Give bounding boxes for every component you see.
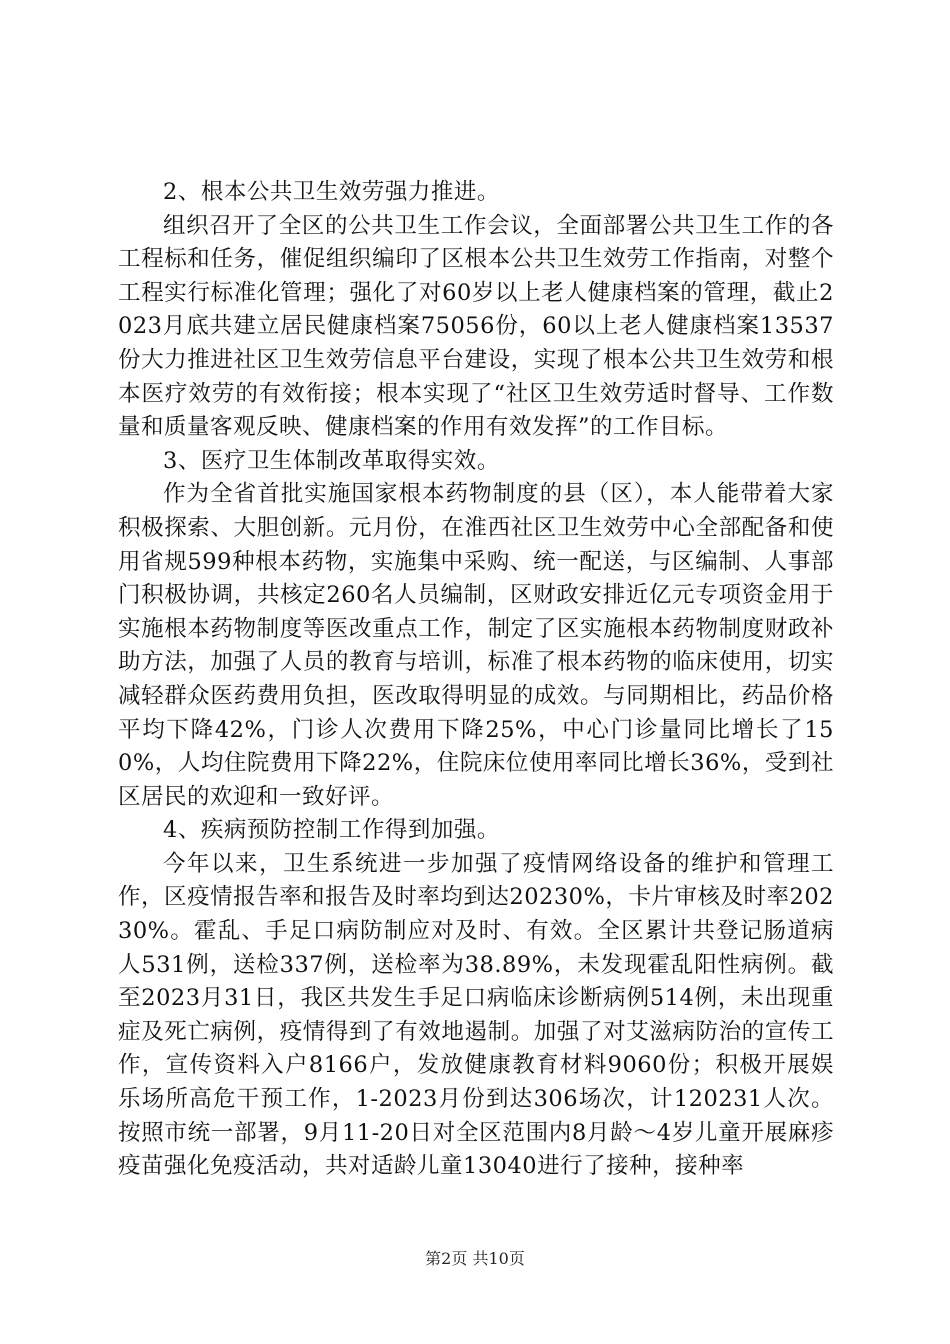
- section-heading-4: 4、疾病预防控制工作得到加强。: [163, 817, 500, 844]
- paragraph-medical-reform: 作为全省首批实施国家根本药物制度的县（区），本人能带着大家积极探索、大胆创新。元月份，在淮西社区卫生效劳中心全部配备和使用省规599种根本药物，实施集中采购、统一配送，与区编制、人事部门积极协调，共核定260名人员编制，区财政安排近亿元专项资金用于实施根本药物制度等医改重点工作，制定了区实施根本药物制度财政补助方法，加强了人员的教育与培训，标准了根本药物的临床使用，切实减轻群众医药费用负担，医改取得明显的成效。与同期相比，药品价格平均下降42%，门诊人次费用下降25%，中心门诊量同比增长了150%，人均住院费用下降22%，住院床位使用率同比增长36%，受到社区居民的欢迎和一致好评。: [118, 481, 834, 810]
- page-footer: [0, 1248, 950, 1270]
- section-heading-2: 2、根本公共卫生效劳强力推进。: [163, 179, 500, 205]
- paragraph-disease-control: 今年以来，卫生系统进一步加强了疫情网络设备的维护和管理工作，区疫情报告率和报告及时率均到达20230%，卡片审核及时率20230%。霍乱、手足口病防制应对及时、有效。全区累计共登记肠道病人531例，送检337例，送检率为38.89%，未发现霍乱阳性病例。截至2023月31日，我区共发生手足口病临床诊断病例514例，未出现重症及死亡病例，疫情得到了有效地遏制。加强了对艾滋病防治的宣传工作，宣传资料入户8166户，发放健康教育材料9060份；积极开展娱乐场所高危干预工作，1-2023月份到达306场次，计120231人次。按照市统一部署，9月11-20日对全区范围内8月龄～4岁儿童开展麻疹疫苗强化免疫活动，共对适龄儿童13040进行了接种，接种率: [118, 850, 834, 1180]
- document-body: [118, 176, 834, 1184]
- section-heading-3: 3、医疗卫生体制改革取得实效。: [163, 447, 500, 474]
- page-total: 共10页: [472, 1249, 525, 1268]
- paragraph-public-health: 组织召开了全区的公共卫生工作会议，全面部署公共卫生工作的各工程标和任务，催促组织编印了区根本公共卫生效劳工作指南，对整个工程实行标准化管理；强化了对60岁以上老人健康档案的管理，截止2023月底共建立居民健康档案75056份，60以上老人健康档案13537份大力推进社区卫生效劳信息平台建设，实现了根本公共卫生效劳和根本医疗效劳的有效衔接；根本实现了“社区卫生效劳适时督导、工作数量和质量客观反映、健康档案的作用有效发挥”的工作目标。: [118, 212, 834, 441]
- page-number: 第2页: [425, 1249, 468, 1268]
